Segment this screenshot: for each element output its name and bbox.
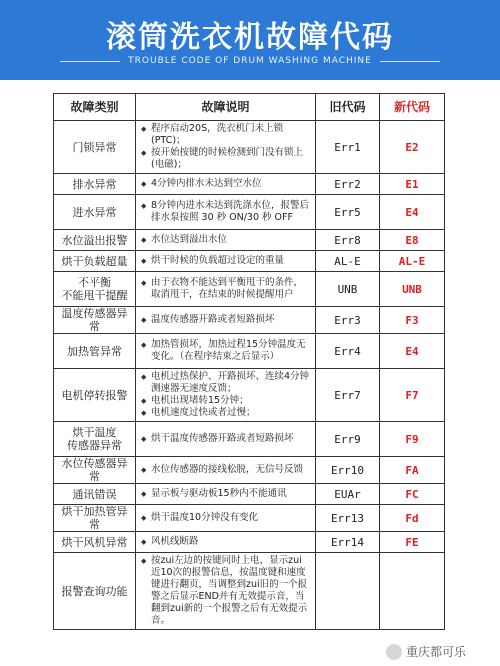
description-list [140,555,311,627]
cell-category [54,553,136,630]
description-item: ◆ 烘干温度传感器开路或者短路损坏 [151,433,311,445]
table-row [54,553,445,630]
cell-old-code: UNB [316,272,380,307]
description-item: ◆ 温度传感器开路或者短路损坏 [151,314,311,326]
cell-category [54,272,136,307]
table-row [54,369,445,422]
description-item: ◆ 8分钟内进水未达到洗涤水位，报警后排水泵按照 30 秒 ON/30 秒 OFF [151,200,311,224]
description-item: ◆ 电机出现堵转15分钟； [151,395,311,407]
cell-old-code: Err7 [316,369,380,422]
subtitle-line-left [60,61,120,62]
watermark [386,643,466,660]
table-row [54,532,445,553]
cell-new-code: UNB [380,272,445,307]
table-row [54,195,445,230]
category-line: 温度传感器异常 [61,307,128,333]
description-list [140,255,311,267]
subtitle-row [0,54,500,68]
cell-description [136,121,316,174]
watermark-text: 重庆都可乐 [405,645,466,659]
page-title: 滚筒洗衣机故障代码 [106,20,394,55]
subtitle-line-right [380,61,440,62]
cell-description [136,195,316,230]
cell-description [136,505,316,532]
cell-old-code: Err1 [316,121,380,174]
cell-new-code: E8 [380,230,445,251]
cell-old-code: EUAr [316,484,380,505]
description-list [140,371,311,419]
table-row [54,422,445,457]
table-header-row [54,94,445,121]
cell-new-code [380,553,445,630]
cell-category [54,505,136,532]
cell-category [54,369,136,422]
category-line: 烘干风机异常 [61,535,128,549]
category-line: 不平衡 [78,276,111,289]
watermark-logo-icon [386,644,402,660]
description-item: ◆ 显示板与驱动板15秒内不能通讯 [151,488,311,500]
table-row [54,484,445,505]
cell-category [54,230,136,251]
description-list [140,178,311,190]
cell-old-code: Err8 [316,230,380,251]
category-line: 烘干负载超量 [61,254,128,268]
cell-new-code: F3 [380,307,445,334]
cell-description [136,251,316,272]
cell-category [54,422,136,457]
description-list [140,512,311,524]
description-item: ◆ 加热管损坏，加热过程15分钟温度无变化。（在程序结束之后显示） [151,339,311,363]
cell-old-code [316,553,380,630]
category-line: 排水异常 [72,177,117,191]
fault-code-table [53,93,445,630]
description-list [140,314,311,326]
table-row [54,307,445,334]
cell-old-code: Err10 [316,457,380,484]
description-item: ◆ 烘干时候的负载超过设定的重量 [151,255,311,267]
category-line: 通讯错误 [72,487,117,501]
cell-description [136,457,316,484]
description-item: ◆ 电机速度过快或者过慢； [151,407,311,419]
description-list [140,234,311,246]
cell-category [54,484,136,505]
cell-description [136,532,316,553]
cell-old-code: AL-E [316,251,380,272]
category-line: 水位传感器异常 [61,457,128,483]
cell-description [136,369,316,422]
cell-old-code: Err3 [316,307,380,334]
cell-category [54,121,136,174]
cell-category [54,334,136,369]
cell-old-code: Err4 [316,334,380,369]
description-list [140,339,311,363]
table-row [54,251,445,272]
category-line: 门锁异常 [72,140,117,154]
table-row [54,174,445,195]
cell-new-code: Fd [380,505,445,532]
category-line: 电机停转报警 [61,388,128,402]
category-line: 报警查询功能 [61,584,128,598]
page-subtitle: TROUBLE CODE OF DRUM WASHING MACHINE [128,56,372,66]
fault-code-table-wrap [53,93,444,633]
category-line: 传感器异常 [67,439,122,452]
cell-description [136,553,316,630]
cell-description [136,307,316,334]
cell-new-code: FC [380,484,445,505]
cell-description [136,230,316,251]
description-item: ◆ 按开始按键的时候检测到门没有锁上(电磁)； [151,147,311,171]
cell-old-code: Err14 [316,532,380,553]
description-item: ◆ 电机过热保护、开路损坏、连续4分钟测速器无速度反馈； [151,371,311,395]
description-list [140,433,311,445]
description-item: ◆ 水位传感器的接线松脱，无信号反馈 [151,464,311,476]
table-row [54,334,445,369]
table-row [54,272,445,307]
category-line: 烘干加热管异常 [61,505,128,531]
description-item: ◆ 程序启动20S，洗衣机门未上锁(PTC)； [151,123,311,147]
cell-new-code: E2 [380,121,445,174]
cell-category [54,532,136,553]
cell-description [136,174,316,195]
description-list [140,200,311,224]
cell-category [54,195,136,230]
cell-new-code: F9 [380,422,445,457]
header-description: 故障说明 [136,94,316,121]
category-line: 进水异常 [72,205,117,219]
cell-new-code: E1 [380,174,445,195]
cell-old-code: Err2 [316,174,380,195]
cell-new-code: FA [380,457,445,484]
category-line: 加热管异常 [67,344,122,358]
cell-description [136,484,316,505]
cell-category [54,251,136,272]
description-item: ◆ 风机线断路 [151,536,311,548]
description-list [140,123,311,171]
header-old-code: 旧代码 [316,94,380,121]
table-row [54,457,445,484]
description-list [140,277,311,301]
table-row [54,230,445,251]
category-line: 水位溢出报警 [61,233,128,247]
table-row [54,121,445,174]
description-item: ◆ 按zui左边的按键同时上电，显示zui近10次的报警信息，按温度键和速度键进行翻页，当调整到zui旧的一个报警之后显示END并有无效提示音，当翻到zui新的一个报警之后有无效提示音。 [151,555,311,627]
header-category: 故障类别 [54,94,136,121]
description-item: ◆ 4分钟内排水未达到空水位 [151,178,311,190]
cell-category [54,307,136,334]
header-banner [0,0,500,80]
cell-new-code: FE [380,532,445,553]
table-body [54,121,445,630]
description-list [140,536,311,548]
cell-new-code: F7 [380,369,445,422]
cell-description [136,334,316,369]
description-item: ◆ 由于衣物不能达到平衡甩干的条件，取消甩干，在结束的时候提醒用户 [151,277,311,301]
cell-old-code: Err9 [316,422,380,457]
description-item: ◆ 烘干温度10分钟没有变化 [151,512,311,524]
description-item: ◆ 水位达到溢出水位 [151,234,311,246]
cell-new-code: E4 [380,195,445,230]
cell-new-code: E4 [380,334,445,369]
category-line: 不能甩干提醒 [61,289,128,302]
header-new-code: 新代码 [380,94,445,121]
cell-description [136,422,316,457]
cell-old-code: Err5 [316,195,380,230]
cell-new-code: AL-E [380,251,445,272]
cell-description [136,272,316,307]
cell-category [54,457,136,484]
category-line: 烘干温度 [72,426,117,439]
cell-category [54,174,136,195]
table-row [54,505,445,532]
description-list [140,464,311,476]
description-list [140,488,311,500]
cell-old-code: Err13 [316,505,380,532]
